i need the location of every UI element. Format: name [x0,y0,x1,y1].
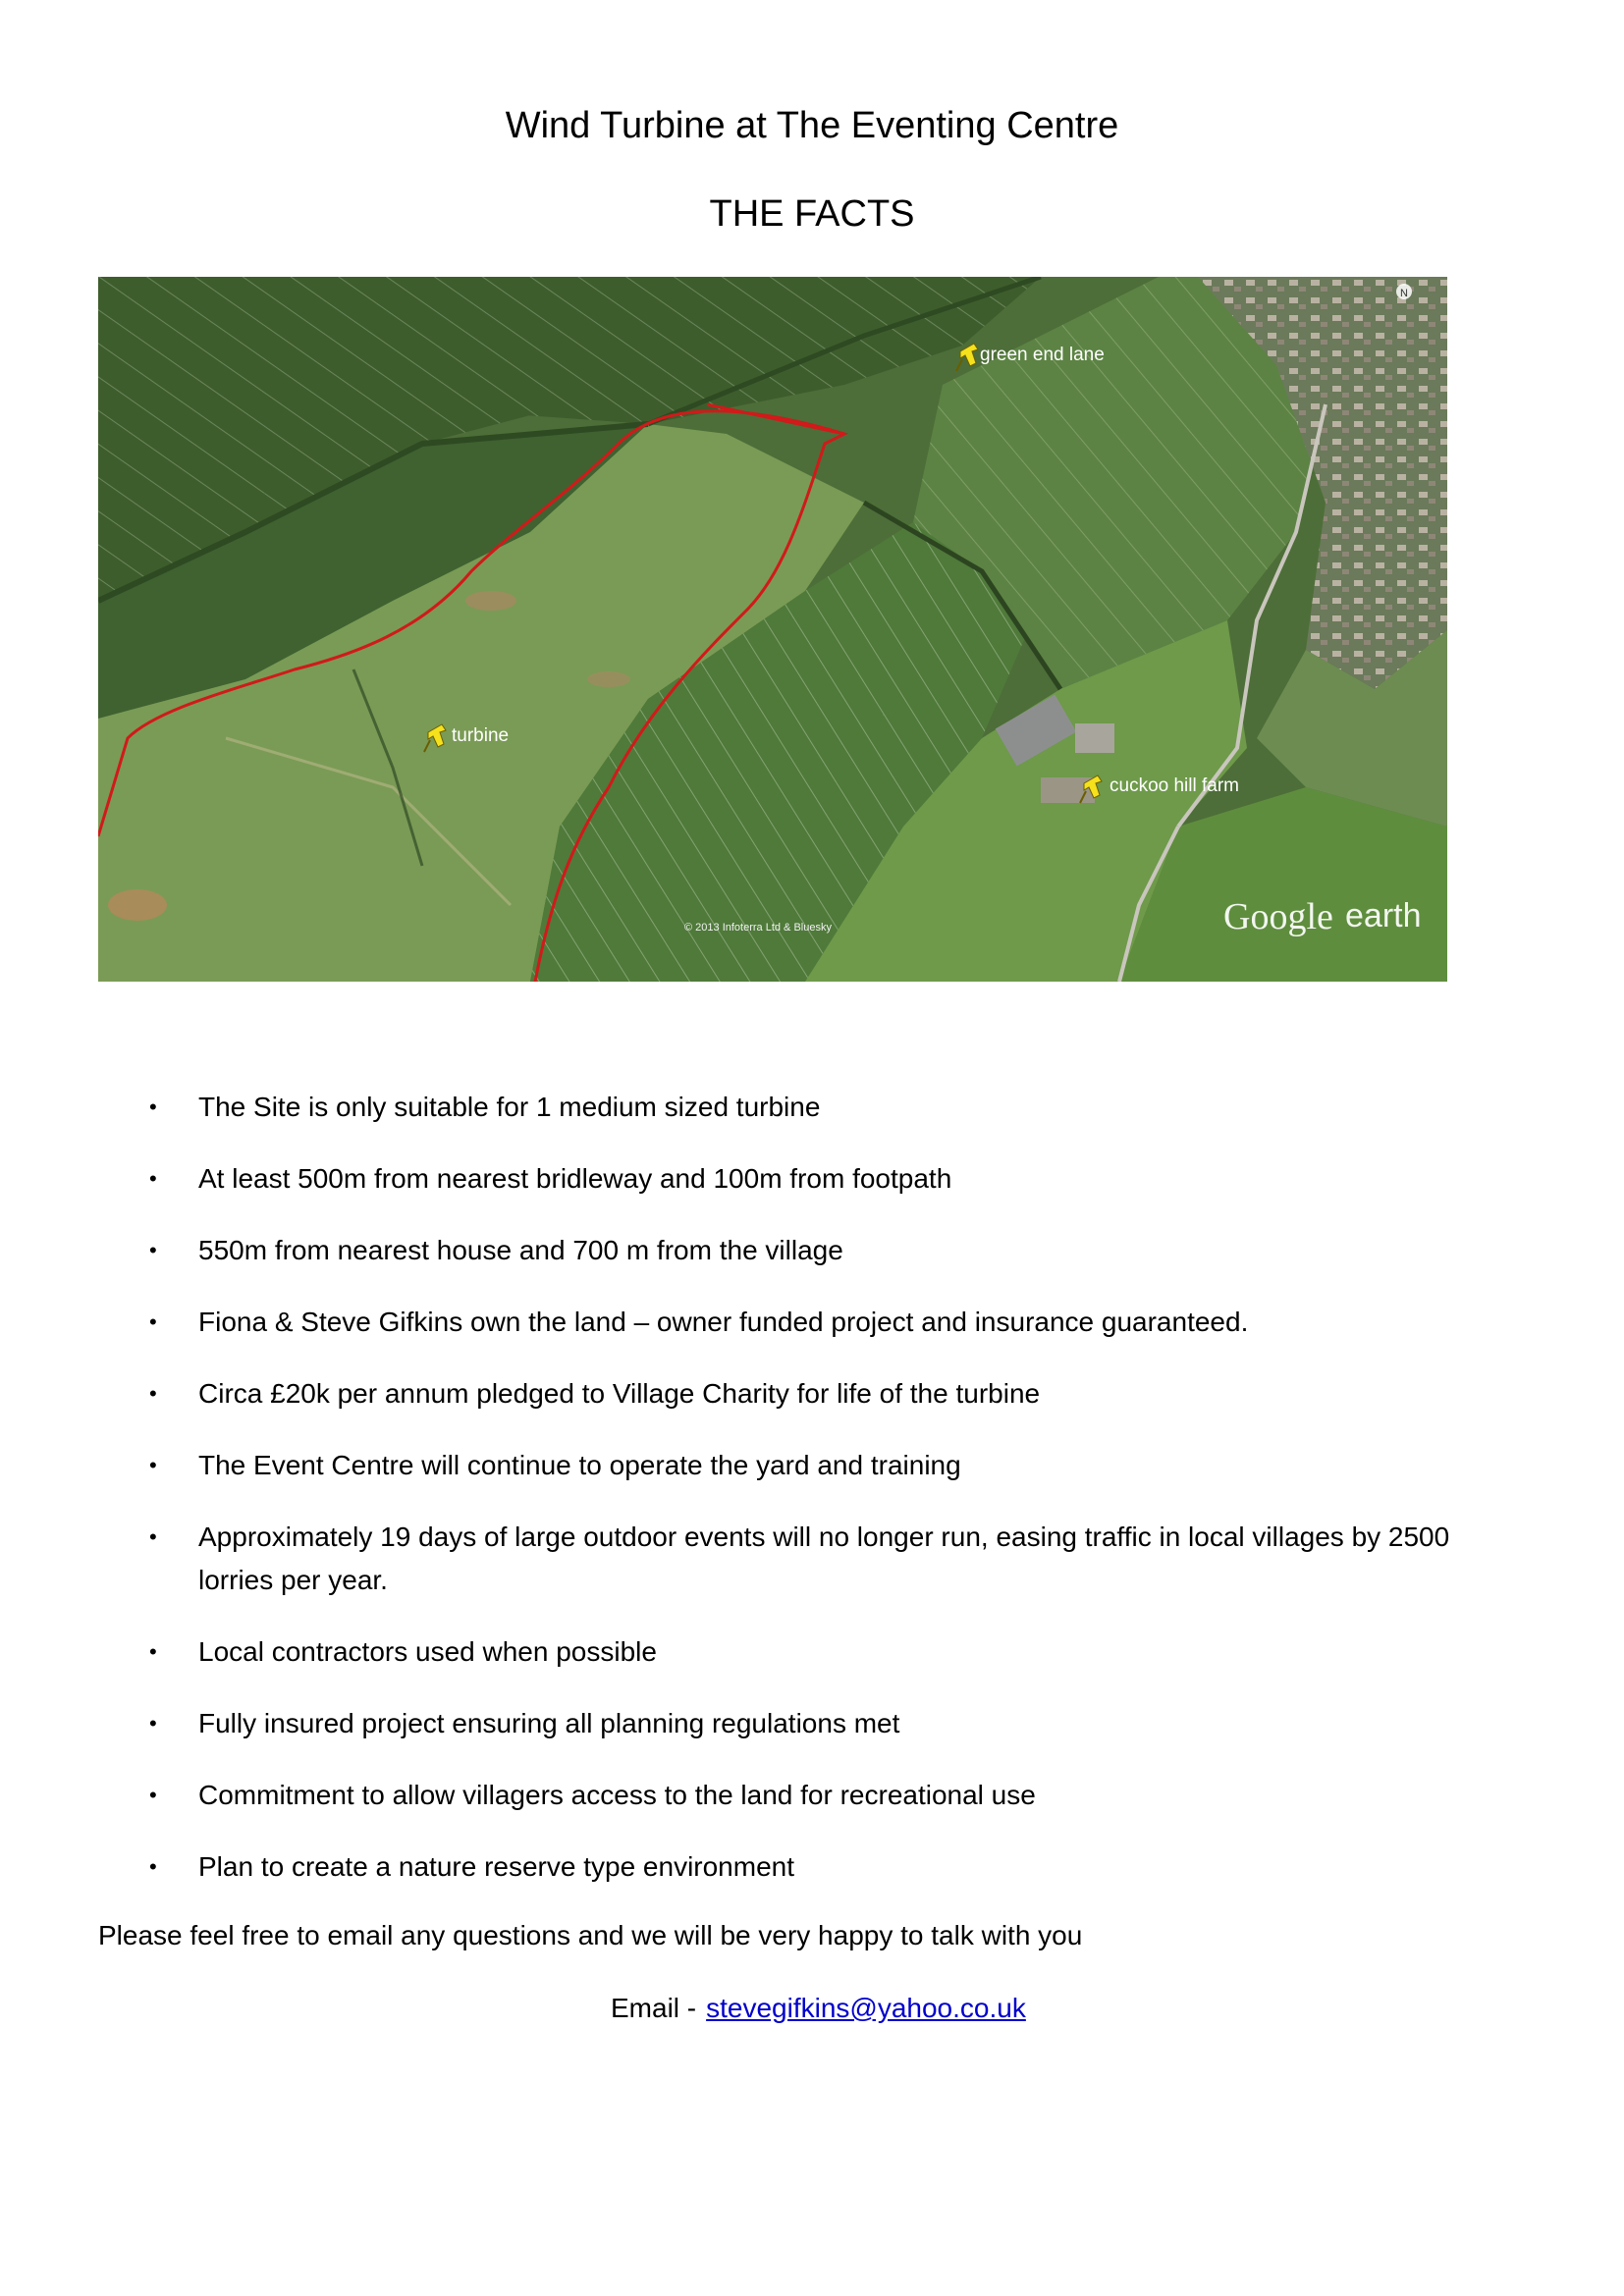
bullet-icon: • [149,1238,157,1262]
facts-list [98,1086,1512,1917]
closing-paragraph: Please feel free to email any questions and we will be very happy to talk with you [98,1920,1083,1950]
bullet-icon: • [149,1639,157,1664]
fact-text: 550m from nearest house and 700 m from the village [198,1235,843,1265]
fact-item [98,1702,1512,1745]
map-label-turbine: turbine [452,725,510,746]
email-line [611,1987,1026,2030]
fact-item [98,1301,1512,1344]
bullet-icon: • [149,1166,157,1191]
fact-text: Fully insured project ensuring all planning regulations met [198,1708,900,1738]
bullet-icon: • [149,1854,157,1879]
fact-text: Circa £20k per annum pledged to Village Charity for life of the turbine [198,1378,1041,1409]
fact-text: The Site is only suitable for 1 medium sized turbine [198,1092,821,1122]
fact-item [98,1157,1512,1201]
fact-item [98,1630,1512,1674]
fact-item [98,1774,1512,1817]
map-label-cuckoo-hill-farm: cuckoo hill farm [1110,775,1239,796]
fact-text: Commitment to allow villagers access to the land for recreational use [198,1780,1036,1810]
map-label-green-end-lane: green end lane [980,345,1105,365]
map-copyright: © 2013 Infoterra Ltd & Bluesky [684,922,832,934]
fact-text: Approximately 19 days of large outdoor events will no longer run, easing traffic in local villages by 2500 lorries per year. [198,1522,1450,1595]
fact-item [98,1845,1512,1889]
fact-item [98,1372,1512,1415]
page-title: Wind Turbine at The Eventing Centre [505,105,1119,146]
earth-logo-text: earth [1345,897,1422,934]
aerial-map-image [98,277,1447,982]
bullet-icon: • [149,1381,157,1406]
fact-item [98,1444,1512,1487]
compass-icon [1396,284,1412,299]
bullet-icon: • [149,1453,157,1477]
bullet-icon: • [149,1783,157,1807]
email-link[interactable]: stevegifkins@yahoo.co.uk [706,1993,1026,2023]
bullet-icon: • [149,1524,157,1549]
aerial-map-svg [98,277,1447,982]
fact-text: The Event Centre will continue to operate the yard and training [198,1450,961,1480]
google-logo-text: Google [1223,896,1333,937]
fact-text: Local contractors used when possible [198,1636,657,1667]
page-subtitle: THE FACTS [709,193,915,235]
fact-text: Plan to create a nature reserve type environment [198,1851,795,1882]
bullet-icon: • [149,1711,157,1735]
bullet-icon: • [149,1095,157,1119]
svg-text:N: N [1400,288,1408,299]
fact-text: At least 500m from nearest bridleway and 100m from footpath [198,1163,952,1194]
fact-text: Fiona & Steve Gifkins own the land – owner funded project and insurance guaranteed. [198,1307,1249,1337]
bullet-icon: • [149,1309,157,1334]
email-label: Email - [611,1993,697,2023]
fact-item [98,1086,1512,1129]
fact-item [98,1229,1512,1272]
fact-item [98,1516,1512,1602]
